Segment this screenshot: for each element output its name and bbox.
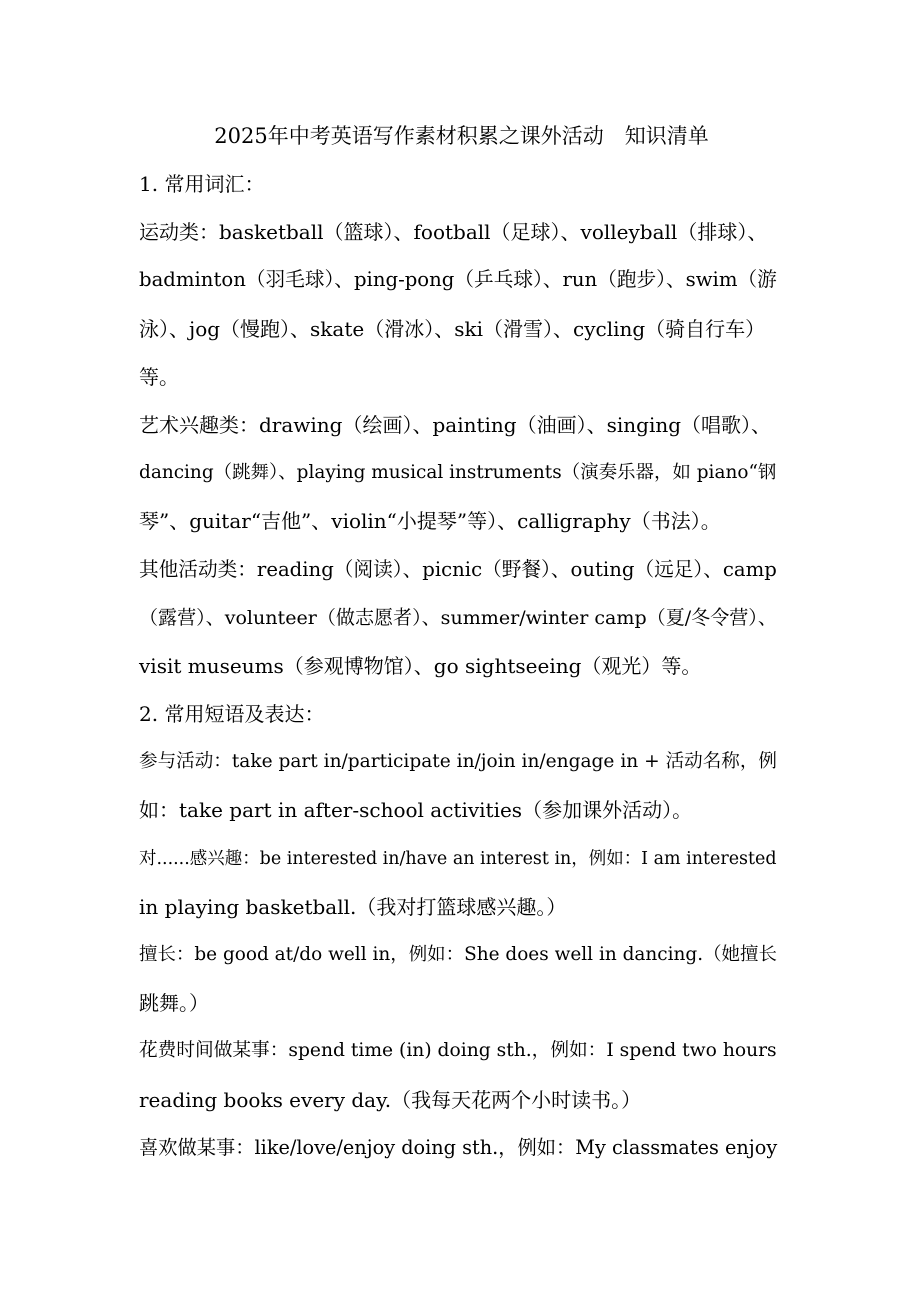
document-page [139, 112, 784, 1172]
paragraph-line: 擅长：be good at/do well in，例如：She does well in dancing.（她擅长 [139, 944, 777, 965]
document-title: 2025年中考英语写作素材积累之课外活动 知识清单 [214, 124, 709, 148]
paragraph-line: 泳）、jog（慢跑）、skate（滑冰）、ski（滑雪）、cycling（骑自行车） [139, 316, 766, 341]
paragraph-line: 琴”、guitar“吉他”、violin“小提琴”等）、calligraphy（书法）。 [139, 509, 721, 534]
paragraph-line: 艺术兴趣类：drawing（绘画）、painting（油画）、singing（唱歌）、 [139, 412, 772, 437]
paragraph-line: 对......感兴趣：be interested in/have an interest in，例如：I am interested [139, 848, 777, 869]
paragraph-line: in playing basketball.（我对打篮球感兴趣。） [139, 894, 567, 919]
paragraph-line: reading books every day.（我每天花两个小时读书。） [139, 1087, 642, 1112]
paragraph-line: 参与活动：take part in/participate in/join in/engage in + 活动名称，例 [139, 751, 777, 773]
paragraph-line: 如：take part in after-school activities（参加课外活动）。 [139, 798, 693, 823]
paragraph-line: 跳舞。） [139, 991, 209, 1016]
paragraph-line: dancing（跳舞）、playing musical instruments（演奏乐器，如 piano“钢 [139, 462, 777, 484]
paragraph-line: visit museums（参观博物馆）、go sightseeing（观光）等。 [139, 653, 702, 678]
paragraph-line: （露营）、volunteer（做志愿者）、summer/winter camp（夏/冬令营）、 [139, 606, 777, 629]
paragraph-line: 等。 [139, 364, 179, 389]
section-heading-phrases: 2. 常用短语及表达： [139, 702, 325, 727]
section-heading-vocabulary: 1. 常用词汇： [139, 172, 265, 196]
paragraph-line: 喜欢做某事：like/love/enjoy doing sth.，例如：My classmates enjoy [139, 1135, 778, 1159]
paragraph-line: 其他活动类：reading（阅读）、picnic（野餐）、outing（远足）、camp [139, 557, 777, 581]
paragraph-line: badminton（羽毛球）、ping-pong（乒乓球）、run（跑步）、swim（游 [139, 268, 777, 292]
paragraph-line: 运动类：basketball（篮球）、football（足球）、volleyball（排球）、 [139, 220, 768, 245]
paragraph-line: 花费时间做某事：spend time (in) doing sth.，例如：I spend two hours [139, 1040, 777, 1062]
